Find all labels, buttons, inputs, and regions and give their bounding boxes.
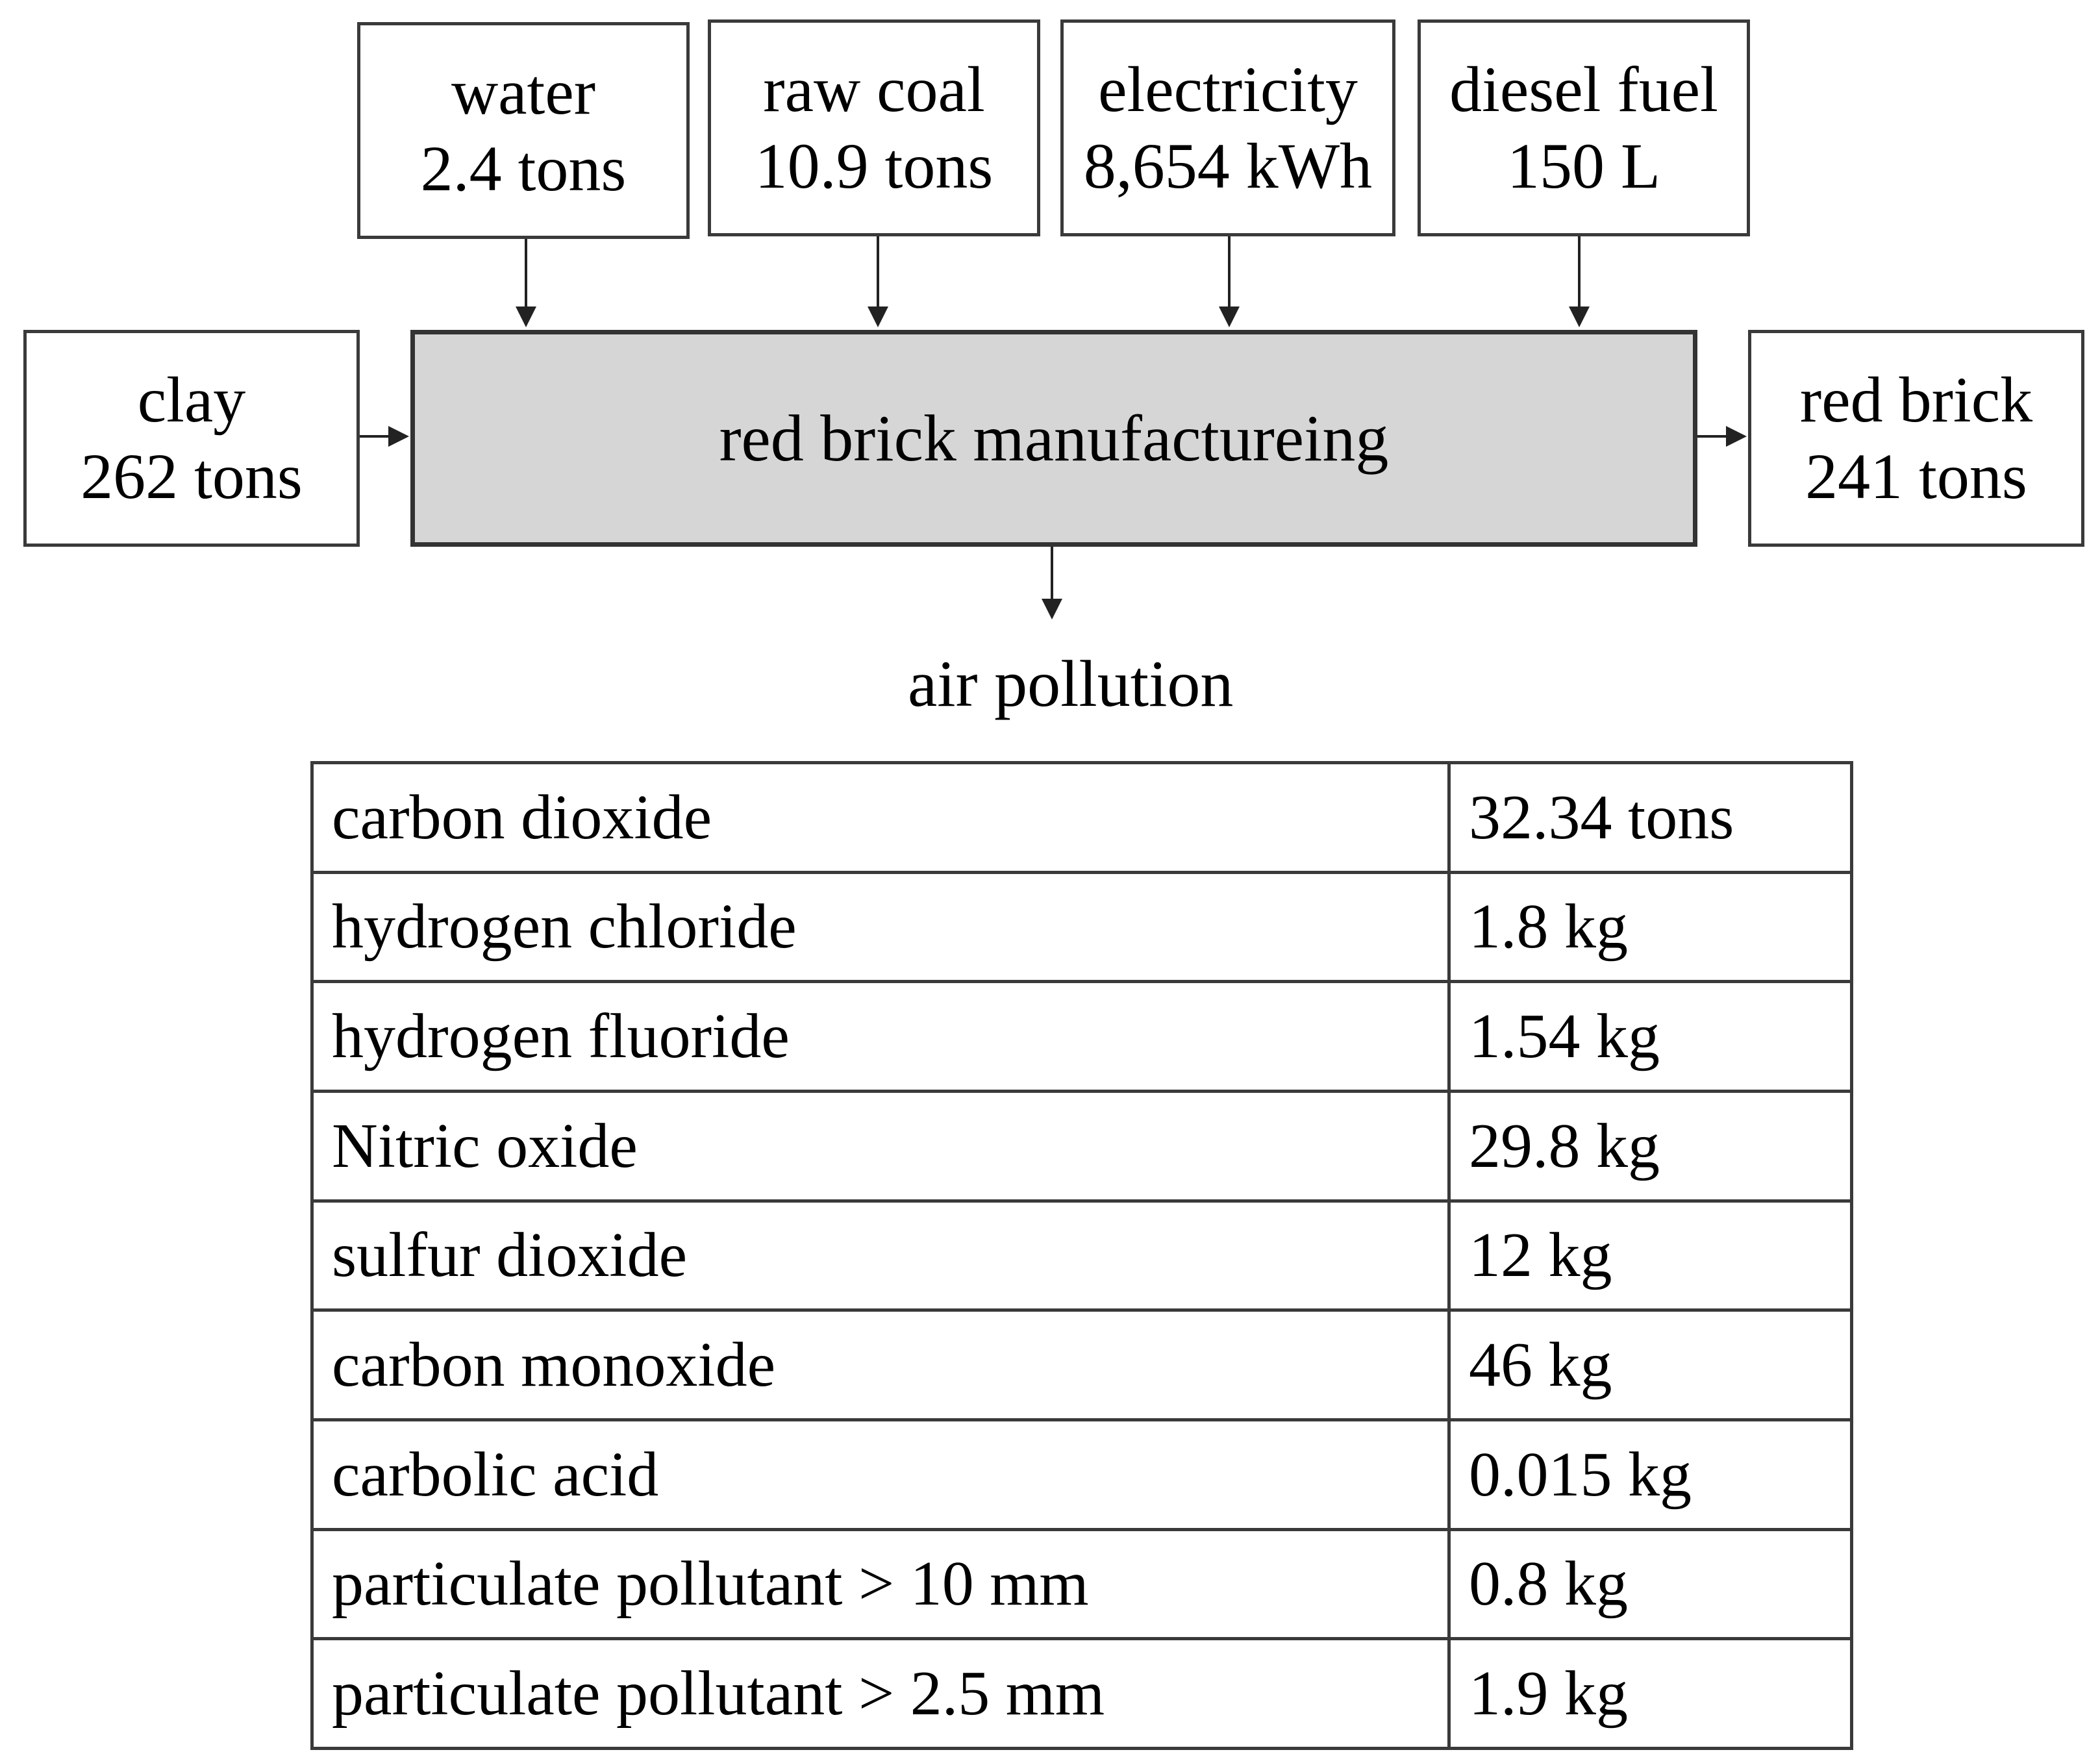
pollutant-amount: 0.015 kg (1449, 1419, 1852, 1529)
table-row (312, 872, 1852, 982)
output-name: red brick (1799, 364, 2033, 436)
pollutant-name: Nitric oxide (312, 1091, 1449, 1201)
table-row (312, 1310, 1852, 1420)
input-amount: 10.9 tons (755, 130, 994, 202)
process-label: red brick manufactureing (719, 401, 1389, 475)
pollutant-amount: 12 kg (1449, 1201, 1852, 1310)
pollutant-name: carbon monoxide (312, 1310, 1449, 1420)
pollutant-amount: 0.8 kg (1449, 1529, 1852, 1639)
input-amount: 8,654 kWh (1083, 130, 1373, 202)
pollutant-amount: 1.8 kg (1449, 872, 1852, 982)
input-name: clay (137, 364, 246, 436)
air-pollution-table-body (312, 763, 1852, 1749)
input-amount: 150 L (1506, 130, 1661, 202)
table-row (312, 763, 1852, 873)
pollutant-name: hydrogen chloride (312, 872, 1449, 982)
pollutant-amount: 32.34 tons (1449, 763, 1852, 873)
pollutant-name: particulate pollutant > 2.5 mm (312, 1639, 1449, 1749)
pollutant-name: particulate pollutant > 10 mm (312, 1529, 1449, 1639)
pollutant-amount: 1.54 kg (1449, 982, 1852, 1092)
pollutant-amount: 1.9 kg (1449, 1639, 1852, 1749)
table-row (312, 1529, 1852, 1639)
table-row (312, 982, 1852, 1092)
table-row (312, 1419, 1852, 1529)
table-row (312, 1091, 1852, 1201)
table-row (312, 1201, 1852, 1310)
input-name: electricity (1098, 53, 1358, 125)
pollutant-name: carbon dioxide (312, 763, 1449, 873)
pollutant-name: carbolic acid (312, 1419, 1449, 1529)
input-name: diesel fuel (1449, 53, 1718, 125)
pollutant-name: hydrogen fluoride (312, 982, 1449, 1092)
air-pollution-table (310, 761, 1853, 1750)
pollutant-amount: 46 kg (1449, 1310, 1852, 1420)
pollutant-name: sulfur dioxide (312, 1201, 1449, 1310)
input-name: water (451, 56, 596, 128)
input-name: raw coal (763, 53, 985, 125)
pollutant-amount: 29.8 kg (1449, 1091, 1852, 1201)
input-amount: 262 tons (81, 440, 303, 512)
input-amount: 2.4 tons (420, 132, 627, 205)
air-pollution-label: air pollution (908, 647, 1234, 721)
output-amount: 241 tons (1805, 440, 2027, 512)
table-row (312, 1639, 1852, 1749)
